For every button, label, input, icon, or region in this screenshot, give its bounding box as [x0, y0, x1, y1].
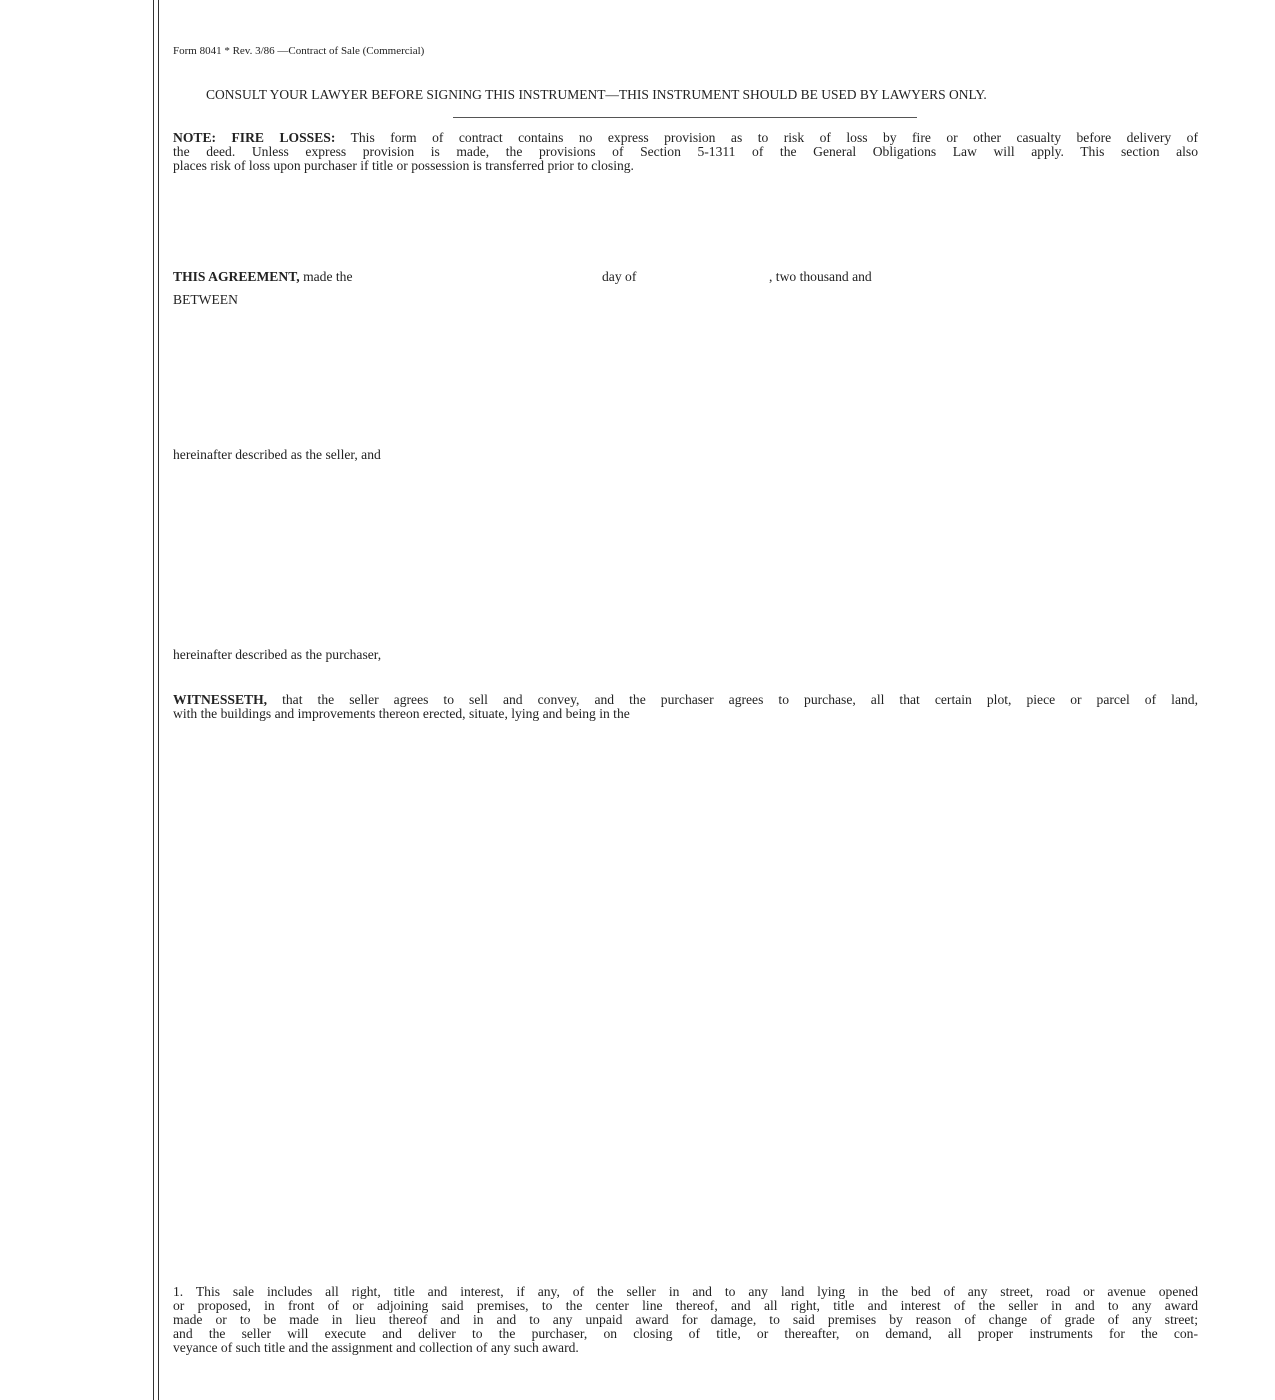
clause-line: 1. This sale includes all right, title and interest, if any, of the seller in and to any land lying in the bed of any street, road or avenue opened — [173, 1284, 1198, 1299]
clause-line: made or to be made in lieu thereof and in and to any unpaid award for damage, to said premises by reason of change of grade of any street; — [173, 1312, 1198, 1327]
clause-line: veyance of such title and the assignment and collection of any such award. — [173, 1340, 579, 1355]
agreement-heading: THIS AGREEMENT, — [173, 269, 300, 284]
form-id: Form 8041 * Rev. 3/86 —Contract of Sale (Commercial) — [173, 45, 425, 57]
seller-text: hereinafter described as the seller, and — [173, 447, 381, 462]
witnesseth-line: that the seller agrees to sell and convey, and the purchaser agrees to purchase, all that certain plot, piece or parcel of land, — [282, 692, 1198, 707]
witnesseth-label: WITNESSETH, — [173, 692, 268, 707]
margin-rule-left — [153, 0, 154, 1400]
note-label: NOTE: FIRE LOSSES: — [173, 130, 336, 145]
clause-1 — [173, 1285, 1198, 1355]
witnesseth-line: with the buildings and improvements thereon erected, situate, lying and being in the — [173, 706, 630, 721]
purchaser-text: hereinafter described as the purchaser, — [173, 647, 382, 662]
two-thousand-text: , two thousand and — [769, 269, 872, 284]
witnesseth-paragraph — [173, 693, 1198, 721]
note-line: places risk of loss upon purchaser if title or possession is transferred prior to closing. — [173, 158, 634, 173]
clause-line: and the seller will execute and deliver to the purchaser, on closing of title, or thereafter, on demand, all proper instruments for the con- — [173, 1326, 1198, 1341]
agreement-label — [173, 270, 353, 284]
made-the-text: made the — [303, 269, 353, 284]
margin-rule-right — [158, 0, 159, 1400]
day-of-text: day of — [602, 269, 637, 284]
between-text: BETWEEN — [173, 292, 238, 307]
separator-line — [453, 117, 917, 118]
fire-losses-note — [173, 131, 1198, 173]
clause-line: or proposed, in front of or adjoining said premises, to the center line thereof, and all right, title and interest of the seller in and to any award — [173, 1298, 1198, 1313]
note-line: This form of contract contains no express provision as to risk of loss by fire or other casualty before delivery of — [350, 130, 1198, 145]
lawyer-warning: CONSULT YOUR LAWYER BEFORE SIGNING THIS INSTRUMENT—THIS INSTRUMENT SHOULD BE USED BY LAWYERS ONLY. — [206, 87, 987, 102]
note-line: the deed. Unless express provision is made, the provisions of Section 5-1311 of the General Obligations Law will apply. This section also — [173, 144, 1198, 159]
